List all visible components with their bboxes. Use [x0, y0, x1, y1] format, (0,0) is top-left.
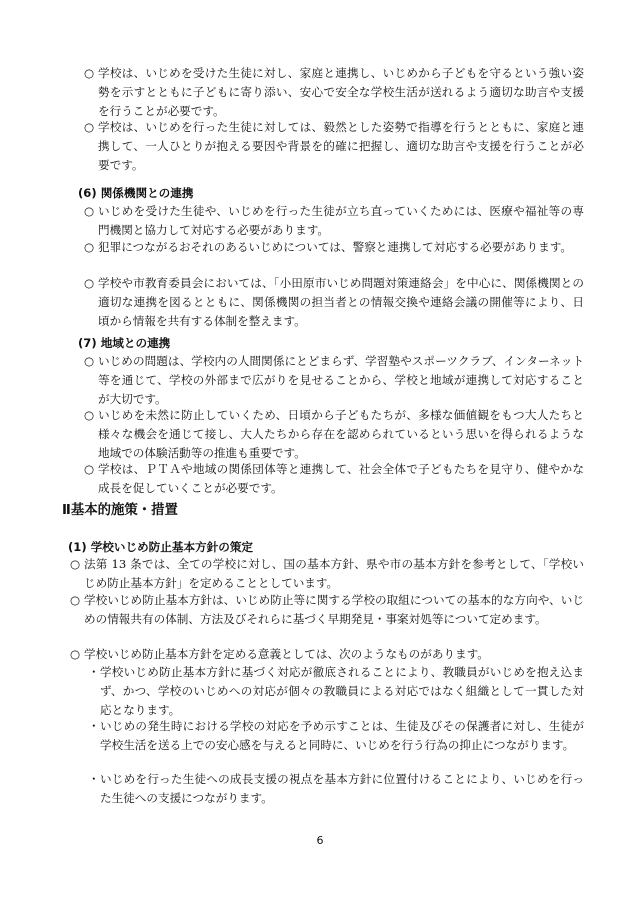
- item-text: 法第 13 条では、全ての学校に対し、国の基本方針、県や市の基本方針を参考として、「学校いじめ防止基本方針」を定めることとしています。: [84, 557, 584, 590]
- dot-bullet: ・: [88, 772, 100, 786]
- item-text: 学校は、いじめを行った生徒に対しては、毅然とした姿勢で指導を行うとともに、家庭と連携して、一人ひとりが抱える要因や背景を的確に把握し、適切な助言や支援を行うことが必要です。: [98, 120, 584, 172]
- item-text: いじめの問題は、学校内の人間関係にとどまらず、学習塾やスポーツクラブ、インターネット等を通じて、学校の外部まで広がりを見せることから、学校と地域が連携して対応することが大切です。: [98, 354, 584, 406]
- item-text: 犯罪につながるおそれのあるいじめについては、警察と連携して対応する必要があります。: [98, 240, 572, 254]
- circle-bullet: ○: [84, 120, 95, 134]
- dot-bullet: ・: [88, 665, 100, 679]
- circle-bullet: ○: [84, 462, 95, 476]
- circle-bullet: ○: [84, 204, 95, 218]
- section-heading-7: (7) 地域との連携: [78, 336, 171, 350]
- list-item: [84, 64, 584, 120]
- dot-bullet: ・: [88, 719, 100, 733]
- list-item: [88, 663, 584, 719]
- circle-bullet: ○: [84, 408, 95, 422]
- list-item: [84, 406, 584, 462]
- item-text: 学校いじめ防止基本方針を定める意義としては、次のようなものがあります。: [84, 647, 489, 661]
- list-item: [70, 555, 584, 593]
- chapter-title: Ⅱ基本的施策・措置: [62, 503, 178, 518]
- circle-bullet: ○: [70, 557, 81, 571]
- list-item: [84, 118, 584, 174]
- item-text: いじめの発生時における学校の対応を予め示すことは、生徒及びその保護者に対し、生徒が学校生活を送る上での安心感を与えると同時に、いじめを行う行為の抑止につながります。: [100, 719, 584, 752]
- circle-bullet: ○: [84, 276, 95, 290]
- list-item: [84, 274, 584, 330]
- list-item: [88, 717, 584, 755]
- list-item: [70, 591, 584, 629]
- item-text: いじめを受けた生徒や、いじめを行った生徒が立ち直っていくためには、医療や福祉等の専門機関と協力して対応する必要があります。: [98, 204, 584, 237]
- page-number: 6: [316, 834, 324, 847]
- section-heading-6: (6) 関係機関との連携: [78, 186, 194, 200]
- list-item: [84, 202, 584, 240]
- item-text: いじめを行った生徒への成長支援の視点を基本方針に位置付けることにより、いじめを行った生徒への支援につながります。: [100, 772, 584, 805]
- item-text: 学校いじめ防止基本方針に基づく対応が徹底されることにより、教職員がいじめを抱え込まず、かつ、学校のいじめへの対応が個々の教職員による対応ではなく組織として一貫した対応となります。: [100, 665, 584, 717]
- circle-bullet: ○: [84, 354, 95, 368]
- list-item: [84, 238, 584, 257]
- item-text: いじめを未然に防止していくため、日頃から子どもたちが、多様な価値観をもつ大人たちと様々な機会を通じて接し、大人たちから存在を認められているという思いを得られるような地域での体験活動等の推進も重要です。: [98, 408, 584, 460]
- item-text: 学校いじめ防止基本方針は、いじめ防止等に関する学校の取組についての基本的な方向や、いじめの情報共有の体制、方法及びそれらに基づく早期発見・事案対処等について定めます。: [84, 593, 584, 626]
- circle-bullet: ○: [84, 240, 95, 254]
- list-item: [84, 352, 584, 408]
- list-item: [88, 770, 584, 808]
- item-text: 学校は、いじめを受けた生徒に対し、家庭と連携し、いじめから子どもを守るという強い姿勢を示すとともに子どもに寄り添い、安心で安全な学校生活が送れるよう適切な助言や支援を行うことが必要です。: [98, 66, 584, 118]
- circle-bullet: ○: [84, 66, 95, 80]
- section-heading-1: (1) 学校いじめ防止基本方針の策定: [68, 540, 254, 554]
- circle-bullet: ○: [70, 593, 81, 607]
- item-text: 学校は、ＰＴＡや地域の関係団体等と連携して、社会全体で子どもたちを見守り、健やかな成長を促していくことが必要です。: [98, 462, 584, 495]
- item-text: 学校や市教育委員会においては、「小田原市いじめ問題対策連絡会」を中心に、関係機関との適切な連携を図るとともに、関係機関の担当者との情報交換や連絡会議の開催等により、日頃から情報を共有する体制を整えます。: [98, 276, 584, 328]
- circle-bullet: ○: [70, 647, 81, 661]
- list-item: [70, 645, 584, 664]
- list-item: [84, 460, 584, 498]
